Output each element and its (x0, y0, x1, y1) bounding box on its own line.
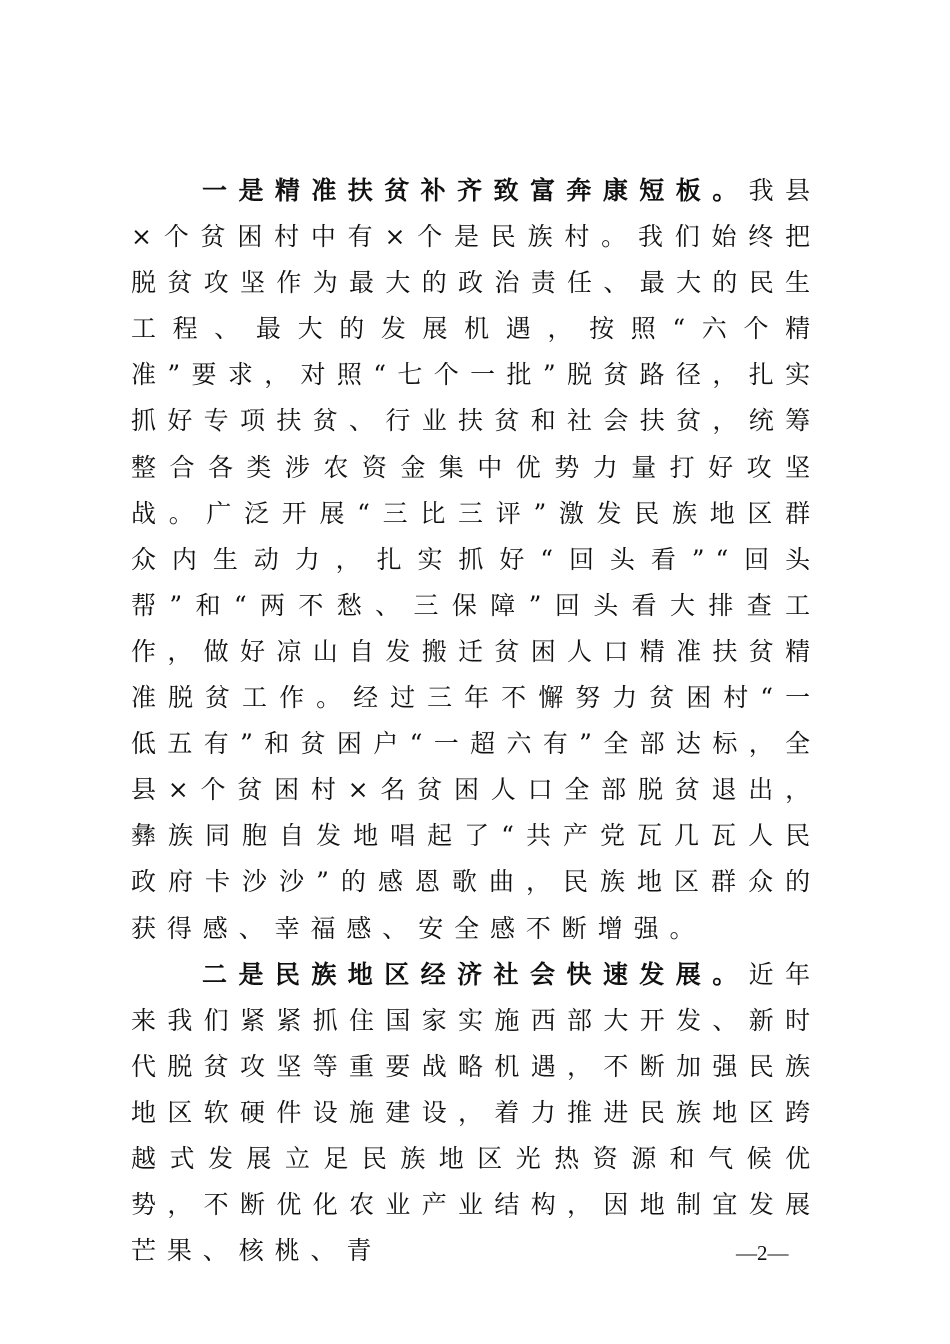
paragraph-2 (131, 952, 821, 1275)
paragraph-1 (131, 168, 821, 952)
paragraph-2-heading: 二是民族地区经济社会快速发展。 (202, 959, 749, 989)
paragraph-1-body: 我县×个贫困村中有×个是民族村。我们始终把脱贫攻坚作为最大的政治责任、最大的民生工程、最大的发展机遇，按照“六个精准”要求，对照“七个一批”脱贫路径，扎实抓好专项扶贫、行业扶贫和社会扶贫，统筹整合各类涉农资金集中优势力量打好攻坚战。广泛开展“三比三评”激发民族地区群众内生动力，扎实抓好“回头看”“回头帮”和“两不愁、三保障”回头看大排查工作，做好凉山自发搬迁贫困人口精准扶贫精准脱贫工作。经过三年不懈努力贫困村“一低五有”和贫困户“一超六有”全部达标，全县×个贫困村×名贫困人口全部脱贫退出，彝族同胞自发地唱起了“共产党瓦几瓦人民政府卡沙沙”的感恩歌曲，民族地区群众的获得感、幸福感、安全感不断增强。 (131, 176, 821, 943)
page-number: —2— (736, 1241, 789, 1265)
document-body (131, 168, 821, 1274)
paragraph-2-body: 近年来我们紧紧抓住国家实施西部大开发、新时代脱贫攻坚等重要战略机遇，不断加强民族地区软硬件设施建设，着力推进民族地区跨越式发展立足民族地区光热资源和气候优势，不断优化农业产业结构，因地制宜发展芒果、核桃、青 (131, 959, 821, 1266)
paragraph-1-heading: 一是精准扶贫补齐致富奔康短板。 (202, 176, 749, 205)
